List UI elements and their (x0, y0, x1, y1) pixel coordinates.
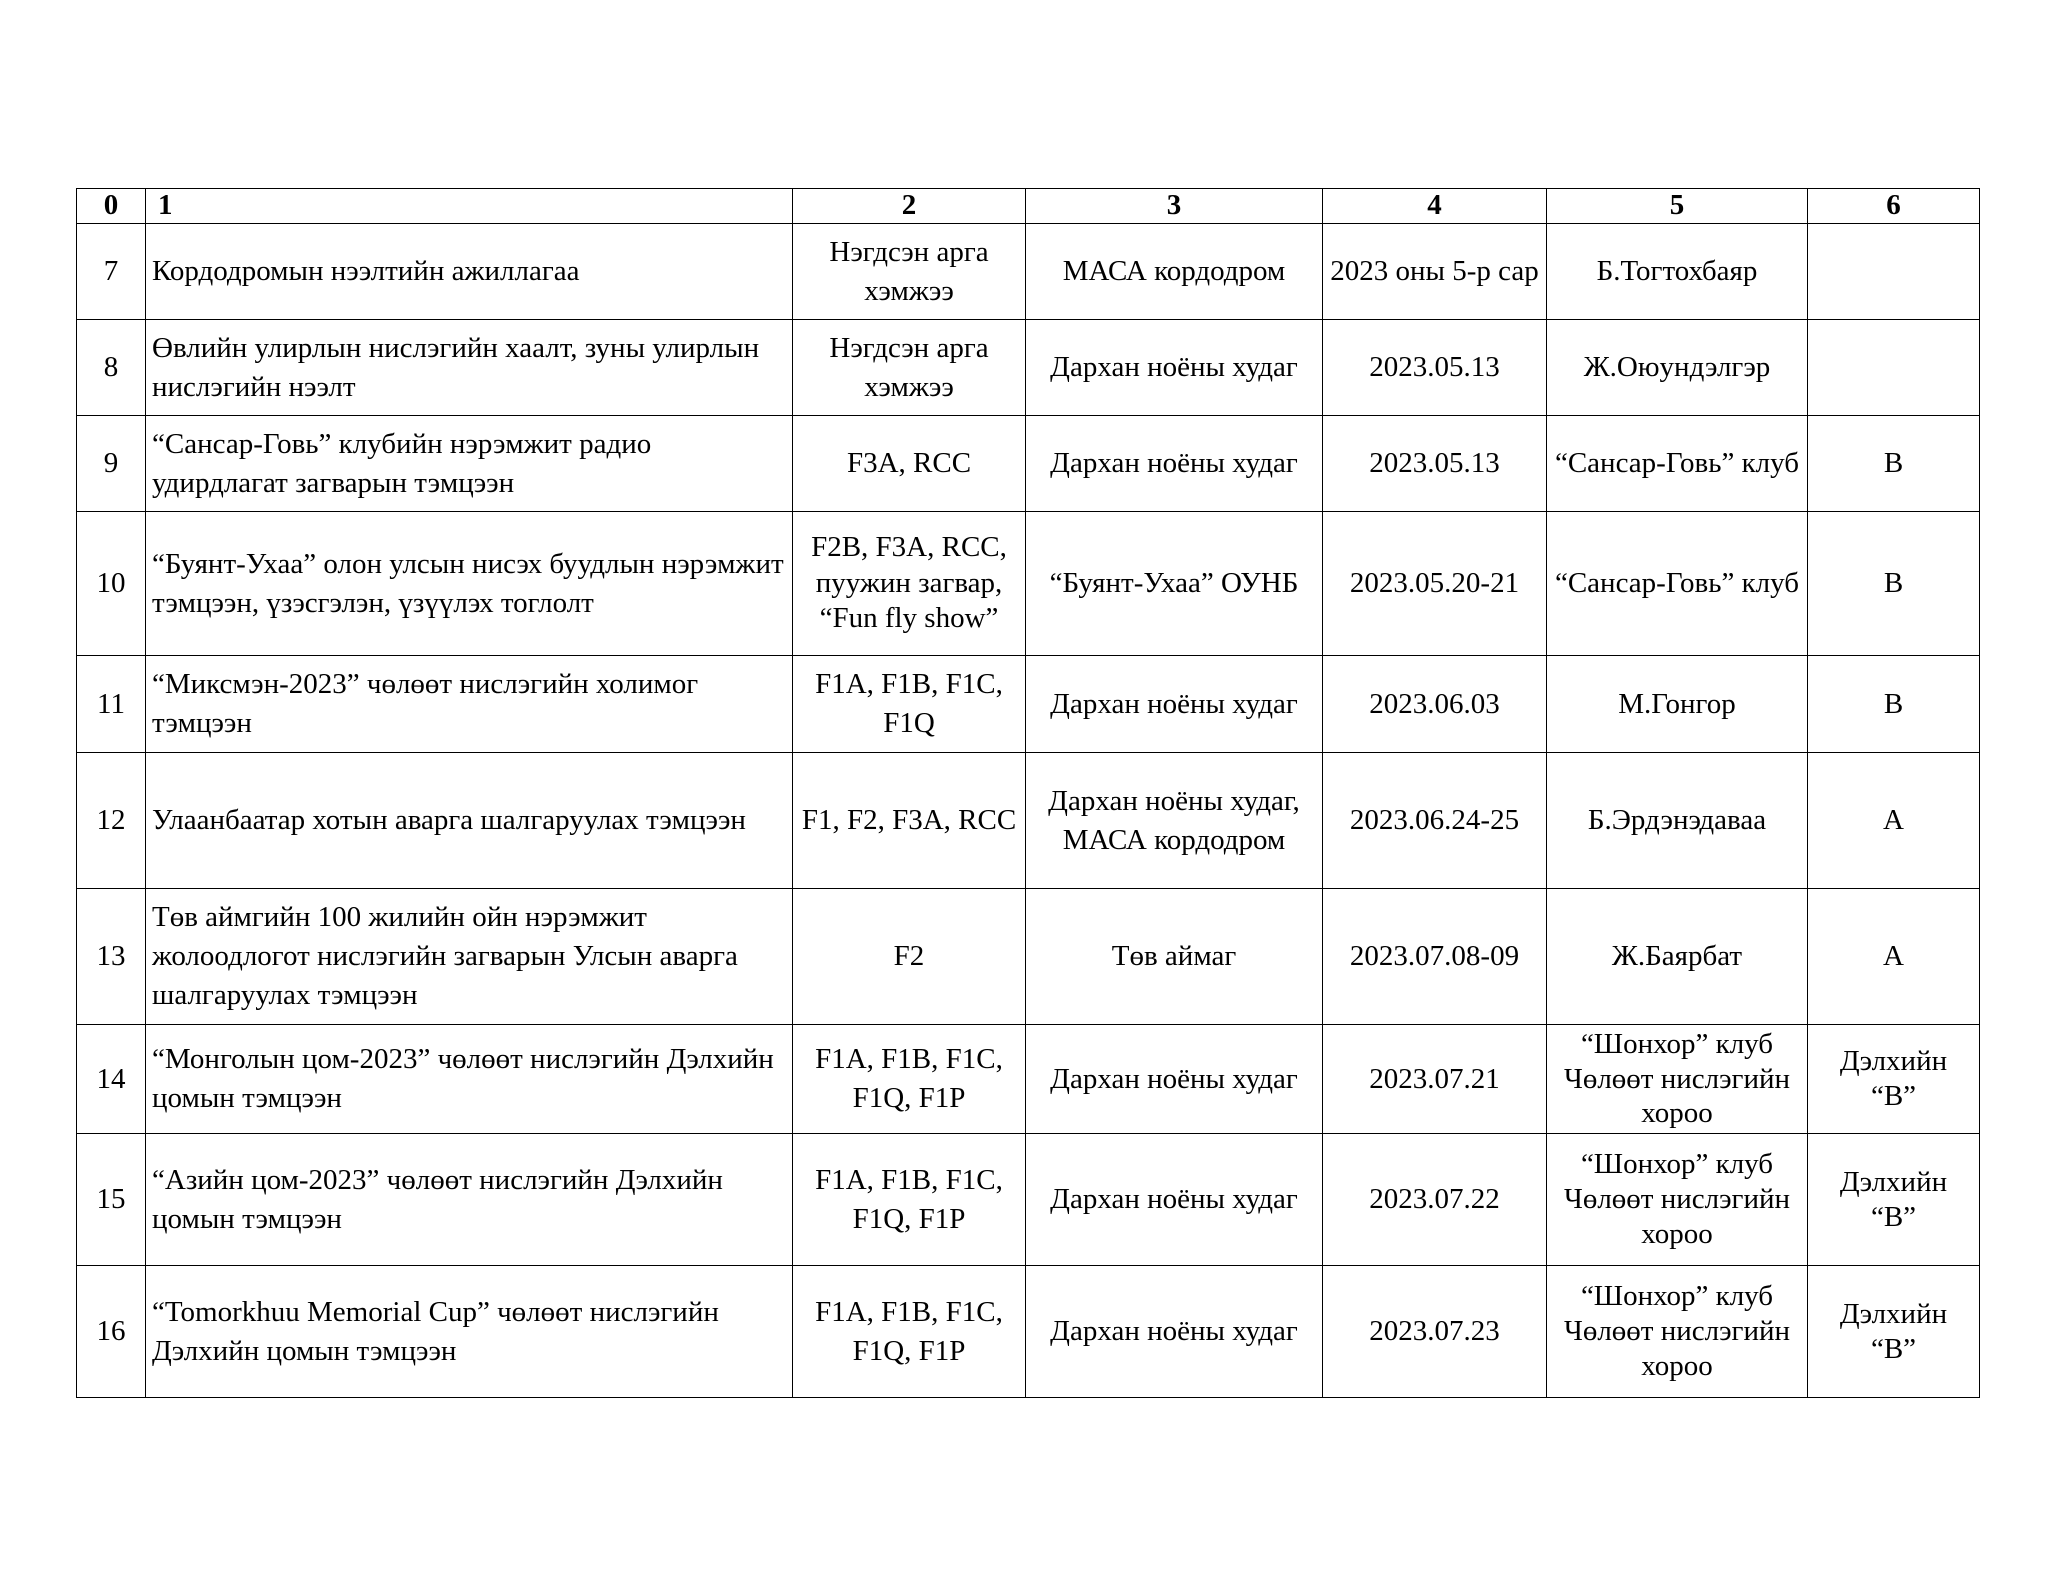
event-level (1808, 320, 1980, 416)
event-organizer: “Шонхор” клуб Чөлөөт нислэгийн хороо (1547, 1134, 1808, 1266)
event-title: “Монголын цом-2023” чөлөөт нислэгийн Дэлхийн цомын тэмцээн (146, 1025, 793, 1134)
event-level: A (1808, 753, 1980, 889)
event-type: F2B, F3A, RCC, пуужин загвар, “Fun fly show” (793, 512, 1026, 656)
event-date: 2023 оны 5-р сар (1323, 224, 1547, 320)
event-type: F3A, RCC (793, 416, 1026, 512)
row-number: 8 (77, 320, 146, 416)
event-title: “Сансар-Говь” клубийн нэрэмжит радио удирдлагат загварын тэмцээн (146, 416, 793, 512)
table-row (77, 1266, 1980, 1398)
row-number: 10 (77, 512, 146, 656)
event-organizer: “Сансар-Говь” клуб (1547, 416, 1808, 512)
header-col-5: 5 (1547, 189, 1808, 224)
header-col-3: 3 (1026, 189, 1323, 224)
event-place: Төв аймаг (1026, 889, 1323, 1025)
event-date: 2023.05.20-21 (1323, 512, 1547, 656)
event-title: “Буянт-Ухаа” олон улсын нисэх буудлын нэрэмжит тэмцээн, үзэсгэлэн, үзүүлэх тоглолт (146, 512, 793, 656)
event-level: Дэлхийн “B” (1808, 1266, 1980, 1398)
row-number: 13 (77, 889, 146, 1025)
event-date: 2023.05.13 (1323, 320, 1547, 416)
row-number: 12 (77, 753, 146, 889)
table-row (77, 416, 1980, 512)
row-number: 14 (77, 1025, 146, 1134)
event-date: 2023.05.13 (1323, 416, 1547, 512)
event-type: F1A, F1B, F1C, F1Q, F1P (793, 1134, 1026, 1266)
event-title: Улаанбаатар хотын аварга шалгаруулах тэмцээн (146, 753, 793, 889)
row-number: 15 (77, 1134, 146, 1266)
event-place: Дархан ноёны худаг (1026, 1025, 1323, 1134)
header-col-2: 2 (793, 189, 1026, 224)
event-organizer: “Шонхор” клуб Чөлөөт нислэгийн хороо (1547, 1266, 1808, 1398)
event-place: Дархан ноёны худаг (1026, 320, 1323, 416)
event-level: B (1808, 416, 1980, 512)
event-organizer: Б.Тогтохбаяр (1547, 224, 1808, 320)
event-date: 2023.06.24-25 (1323, 753, 1547, 889)
event-place: Дархан ноёны худаг (1026, 416, 1323, 512)
event-title: Кордодромын нээлтийн ажиллагаа (146, 224, 793, 320)
header-col-4: 4 (1323, 189, 1547, 224)
event-organizer: “Шонхор” клуб Чөлөөт нислэгийн хороо (1547, 1025, 1808, 1134)
event-date: 2023.07.22 (1323, 1134, 1547, 1266)
table-row (77, 320, 1980, 416)
table-row (77, 1134, 1980, 1266)
event-type: F2 (793, 889, 1026, 1025)
event-title: “Миксмэн-2023” чөлөөт нислэгийн холимог тэмцээн (146, 656, 793, 753)
event-place: Дархан ноёны худаг (1026, 1266, 1323, 1398)
event-organizer: Б.Эрдэнэдаваа (1547, 753, 1808, 889)
event-level: Дэлхийн “B” (1808, 1025, 1980, 1134)
header-col-0: 0 (77, 189, 146, 224)
event-level: B (1808, 512, 1980, 656)
table-row (77, 656, 1980, 753)
event-date: 2023.07.23 (1323, 1266, 1547, 1398)
event-organizer: М.Гонгор (1547, 656, 1808, 753)
event-schedule-table (76, 188, 1980, 1398)
event-place: “Буянт-Ухаа” ОУНБ (1026, 512, 1323, 656)
event-organizer: “Сансар-Говь” клуб (1547, 512, 1808, 656)
event-title: Төв аймгийн 100 жилийн ойн нэрэмжит жолоодлогот нислэгийн загварын Улсын аварга шалгаруулах тэмцээн (146, 889, 793, 1025)
table-row (77, 1025, 1980, 1134)
row-number: 16 (77, 1266, 146, 1398)
event-type: F1A, F1B, F1C, F1Q (793, 656, 1026, 753)
event-date: 2023.07.21 (1323, 1025, 1547, 1134)
table-row (77, 889, 1980, 1025)
header-col-6: 6 (1808, 189, 1980, 224)
event-date: 2023.06.03 (1323, 656, 1547, 753)
event-type: F1A, F1B, F1C, F1Q, F1P (793, 1266, 1026, 1398)
event-organizer: Ж.Оюундэлгэр (1547, 320, 1808, 416)
event-level: B (1808, 656, 1980, 753)
event-title: “Азийн цом-2023” чөлөөт нислэгийн Дэлхийн цомын тэмцээн (146, 1134, 793, 1266)
event-level (1808, 224, 1980, 320)
event-date: 2023.07.08-09 (1323, 889, 1547, 1025)
event-type: F1A, F1B, F1C, F1Q, F1P (793, 1025, 1026, 1134)
row-number: 11 (77, 656, 146, 753)
table-row (77, 512, 1980, 656)
row-number: 9 (77, 416, 146, 512)
event-title: “Tomorkhuu Memorial Cup” чөлөөт нислэгийн Дэлхийн цомын тэмцээн (146, 1266, 793, 1398)
event-place: Дархан ноёны худаг (1026, 1134, 1323, 1266)
event-type: Нэгдсэн арга хэмжээ (793, 320, 1026, 416)
header-row (77, 189, 1980, 224)
event-place: Дархан ноёны худаг (1026, 656, 1323, 753)
header-col-1: 1 (146, 189, 793, 224)
event-place: Дархан ноёны худаг, МАСА кордодром (1026, 753, 1323, 889)
event-title: Өвлийн улирлын нислэгийн хаалт, зуны улирлын нислэгийн нээлт (146, 320, 793, 416)
event-organizer: Ж.Баярбат (1547, 889, 1808, 1025)
event-level: A (1808, 889, 1980, 1025)
table-row (77, 224, 1980, 320)
row-number: 7 (77, 224, 146, 320)
event-type: F1, F2, F3A, RCC (793, 753, 1026, 889)
table-row (77, 753, 1980, 889)
event-level: Дэлхийн “B” (1808, 1134, 1980, 1266)
event-place: МАСА кордодром (1026, 224, 1323, 320)
event-type: Нэгдсэн арга хэмжээ (793, 224, 1026, 320)
